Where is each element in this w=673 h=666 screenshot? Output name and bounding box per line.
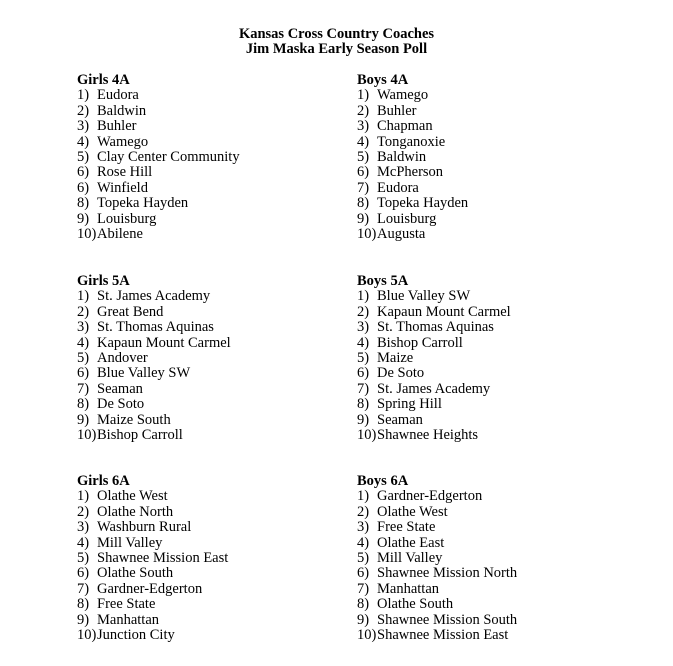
team-name: Chapman (377, 118, 433, 135)
section-heading-girls-5a: Girls 5A (77, 273, 130, 289)
team-name: Maize (377, 350, 414, 367)
team-name: Gardner-Edgerton (377, 488, 483, 505)
team-name: Wamego (377, 87, 429, 104)
team-name: St. James Academy (97, 288, 211, 305)
rank-number: 7) (77, 580, 90, 597)
poll-entry (357, 165, 637, 180)
team-name: Olathe South (377, 596, 454, 613)
poll-entry (77, 88, 357, 103)
section-heading-boys-5a: Boys 5A (357, 273, 409, 289)
rank-number: 6) (357, 164, 370, 181)
rank-number: 9) (357, 411, 370, 428)
team-name: Blue Valley SW (377, 288, 471, 305)
poll-entry (357, 582, 637, 597)
team-name: Kapaun Mount Carmel (97, 334, 231, 351)
section-heading-girls-4a: Girls 4A (77, 72, 130, 88)
poll-entry (357, 135, 637, 150)
rank-number: 3) (77, 118, 90, 135)
team-name: Topeka Hayden (377, 195, 469, 212)
rank-number: 3) (357, 519, 370, 536)
poll-entry (357, 397, 637, 412)
poll-entry (357, 212, 637, 227)
rank-number: 9) (77, 611, 90, 628)
rank-number: 8) (77, 396, 90, 413)
section-boys-4a (357, 73, 637, 242)
rank-number: 9) (77, 411, 90, 428)
section-heading-girls-6a: Girls 6A (77, 473, 130, 489)
team-name: Wamego (97, 133, 149, 150)
rank-number: 7) (357, 380, 370, 397)
poll-entry (77, 212, 357, 227)
poll-entry (77, 336, 357, 351)
team-name: Baldwin (97, 102, 147, 119)
rank-number: 9) (77, 210, 90, 227)
poll-entry (357, 336, 637, 351)
section-boys-5a (357, 274, 637, 443)
section-girls-6a (77, 474, 357, 643)
team-name: Manhattan (377, 580, 440, 597)
poll-entry (77, 119, 357, 134)
rank-number: 9) (357, 611, 370, 628)
section-boys-6a (357, 474, 637, 643)
rank-number: 4) (357, 133, 370, 150)
rank-number: 9) (357, 210, 370, 227)
poll-entry (77, 566, 357, 581)
ranking-list-boys-6a (357, 489, 637, 643)
poll-entry (77, 505, 357, 520)
team-name: Shawnee Mission South (377, 611, 518, 628)
team-name: Shawnee Heights (377, 427, 479, 444)
poll-entry (77, 551, 357, 566)
poll-entry (357, 88, 637, 103)
rank-number: 5) (357, 350, 370, 367)
poll-entry (357, 597, 637, 612)
team-name: Louisburg (377, 210, 437, 227)
team-name: Abilene (97, 226, 143, 243)
team-name: Rose Hill (97, 164, 153, 181)
rank-number: 1) (77, 288, 90, 305)
poll-entry (77, 196, 357, 211)
team-name: Andover (97, 350, 148, 367)
rank-number: 4) (77, 133, 90, 150)
poll-entry (77, 305, 357, 320)
team-name: Free State (97, 596, 156, 613)
ranking-list-boys-5a (357, 289, 637, 443)
team-name: Shawnee Mission East (97, 550, 229, 567)
team-name: Maize South (97, 411, 171, 428)
team-name: Buhler (97, 118, 137, 135)
rank-number: 2) (77, 303, 90, 320)
rank-number: 2) (77, 102, 90, 119)
team-name: St. James Academy (377, 380, 491, 397)
team-name: De Soto (97, 396, 145, 413)
poll-entry (357, 566, 637, 581)
rank-number: 8) (357, 596, 370, 613)
poll-entry (357, 119, 637, 134)
rank-number: 8) (77, 596, 90, 613)
rank-number: 5) (77, 550, 90, 567)
rank-number: 6) (77, 365, 90, 382)
title-line-2: Jim Maska Early Season Poll (245, 41, 428, 58)
team-name: St. Thomas Aquinas (377, 319, 494, 336)
team-name: Seaman (377, 411, 423, 428)
poll-entry (77, 289, 357, 304)
team-name: Washburn Rural (97, 519, 192, 536)
rank-number: 2) (357, 503, 370, 520)
poll-entry (77, 150, 357, 165)
rank-number: 3) (357, 118, 370, 135)
poll-entry (357, 196, 637, 211)
team-name: Topeka Hayden (97, 195, 189, 212)
poll-entry (357, 320, 637, 335)
team-name: McPherson (377, 164, 444, 181)
rank-number: 4) (357, 534, 370, 551)
rank-number: 10) (77, 226, 97, 243)
rank-number: 4) (77, 534, 90, 551)
team-name: Tonganoxie (377, 133, 446, 150)
team-name: Winfield (97, 179, 148, 196)
rank-number: 2) (357, 303, 370, 320)
ranking-list-girls-4a (77, 88, 357, 242)
team-name: Olathe West (97, 488, 168, 505)
ranking-list-boys-4a (357, 88, 637, 242)
rank-number: 7) (77, 380, 90, 397)
poll-entry (357, 227, 637, 242)
poll-entry (357, 150, 637, 165)
poll-entry (357, 613, 637, 628)
rank-number: 10) (357, 226, 377, 243)
poll-entry (77, 413, 357, 428)
poll-entry (77, 351, 357, 366)
poll-entry (357, 536, 637, 551)
poll-entry (77, 520, 357, 535)
rank-number: 6) (357, 565, 370, 582)
team-name: Baldwin (377, 149, 427, 166)
team-name: Buhler (377, 102, 417, 119)
team-name: Blue Valley SW (97, 365, 191, 382)
team-name: Bishop Carroll (97, 427, 183, 444)
rank-number: 3) (77, 519, 90, 536)
poll-entry (357, 181, 637, 196)
rank-number: 7) (357, 179, 370, 196)
poll-entry (77, 397, 357, 412)
poll-entry (357, 104, 637, 119)
rank-number: 3) (357, 319, 370, 336)
rank-number: 3) (77, 319, 90, 336)
team-name: Gardner-Edgerton (97, 580, 203, 597)
rank-number: 1) (77, 87, 90, 104)
rank-number: 1) (357, 87, 370, 104)
rank-number: 4) (77, 334, 90, 351)
poll-entry (357, 289, 637, 304)
poll-entry (77, 582, 357, 597)
team-name: Spring Hill (377, 396, 442, 413)
rank-number: 8) (77, 195, 90, 212)
poll-entry (357, 551, 637, 566)
section-girls-5a (77, 274, 357, 443)
section-girls-4a (77, 73, 357, 242)
title-line-1: Kansas Cross Country Coaches (238, 26, 435, 42)
poll-entry (77, 165, 357, 180)
rank-number: 10) (77, 627, 97, 644)
team-name: Olathe East (377, 534, 445, 551)
poll-entry (357, 505, 637, 520)
poll-entry (357, 413, 637, 428)
poll-entry (77, 382, 357, 397)
document-title (0, 27, 673, 58)
team-name: Mill Valley (377, 550, 443, 567)
team-name: Augusta (377, 226, 426, 243)
rank-number: 4) (357, 334, 370, 351)
team-name: Shawnee Mission North (377, 565, 518, 582)
poll-entry (357, 520, 637, 535)
team-name: Shawnee Mission East (377, 627, 509, 644)
team-name: Free State (377, 519, 436, 536)
poll-entry (77, 366, 357, 381)
team-name: Manhattan (97, 611, 160, 628)
poll-entry (77, 320, 357, 335)
team-name: Mill Valley (97, 534, 163, 551)
poll-entry (357, 628, 637, 643)
rank-number: 10) (357, 627, 377, 644)
poll-entry (357, 351, 637, 366)
poll-entry (77, 428, 357, 443)
poll-entry (77, 135, 357, 150)
section-heading-boys-4a: Boys 4A (357, 72, 409, 88)
rank-number: 5) (77, 350, 90, 367)
poll-entry (77, 597, 357, 612)
rank-number: 2) (357, 102, 370, 119)
team-name: Clay Center Community (97, 149, 240, 166)
poll-entry (77, 489, 357, 504)
poll-entry (77, 613, 357, 628)
rank-number: 6) (77, 179, 90, 196)
rank-number: 1) (357, 488, 370, 505)
poll-entry (77, 104, 357, 119)
ranking-list-girls-5a (77, 289, 357, 443)
poll-entry (77, 227, 357, 242)
rank-number: 1) (357, 288, 370, 305)
team-name: Bishop Carroll (377, 334, 463, 351)
poll-entry (357, 382, 637, 397)
rank-number: 7) (357, 580, 370, 597)
team-name: Junction City (97, 627, 175, 644)
team-name: Louisburg (97, 210, 157, 227)
poll-entry (77, 536, 357, 551)
ranking-list-girls-6a (77, 489, 357, 643)
rank-number: 6) (77, 565, 90, 582)
rank-number: 8) (357, 195, 370, 212)
rank-number: 8) (357, 396, 370, 413)
team-name: Great Bend (97, 303, 164, 320)
rank-number: 5) (77, 149, 90, 166)
rank-number: 1) (77, 488, 90, 505)
team-name: St. Thomas Aquinas (97, 319, 214, 336)
rank-number: 6) (357, 365, 370, 382)
rank-number: 2) (77, 503, 90, 520)
poll-entry (357, 428, 637, 443)
poll-entry (357, 366, 637, 381)
rank-number: 10) (77, 427, 97, 444)
poll-entry (357, 489, 637, 504)
team-name: Olathe South (97, 565, 174, 582)
team-name: De Soto (377, 365, 425, 382)
team-name: Eudora (377, 179, 419, 196)
rank-number: 10) (357, 427, 377, 444)
poll-entry (357, 305, 637, 320)
team-name: Seaman (97, 380, 143, 397)
team-name: Olathe North (97, 503, 174, 520)
rank-number: 6) (77, 164, 90, 181)
team-name: Eudora (97, 87, 139, 104)
team-name: Olathe West (377, 503, 448, 520)
rank-number: 5) (357, 149, 370, 166)
rank-number: 5) (357, 550, 370, 567)
section-heading-boys-6a: Boys 6A (357, 473, 409, 489)
team-name: Kapaun Mount Carmel (377, 303, 511, 320)
poll-entry (77, 628, 357, 643)
poll-entry (77, 181, 357, 196)
